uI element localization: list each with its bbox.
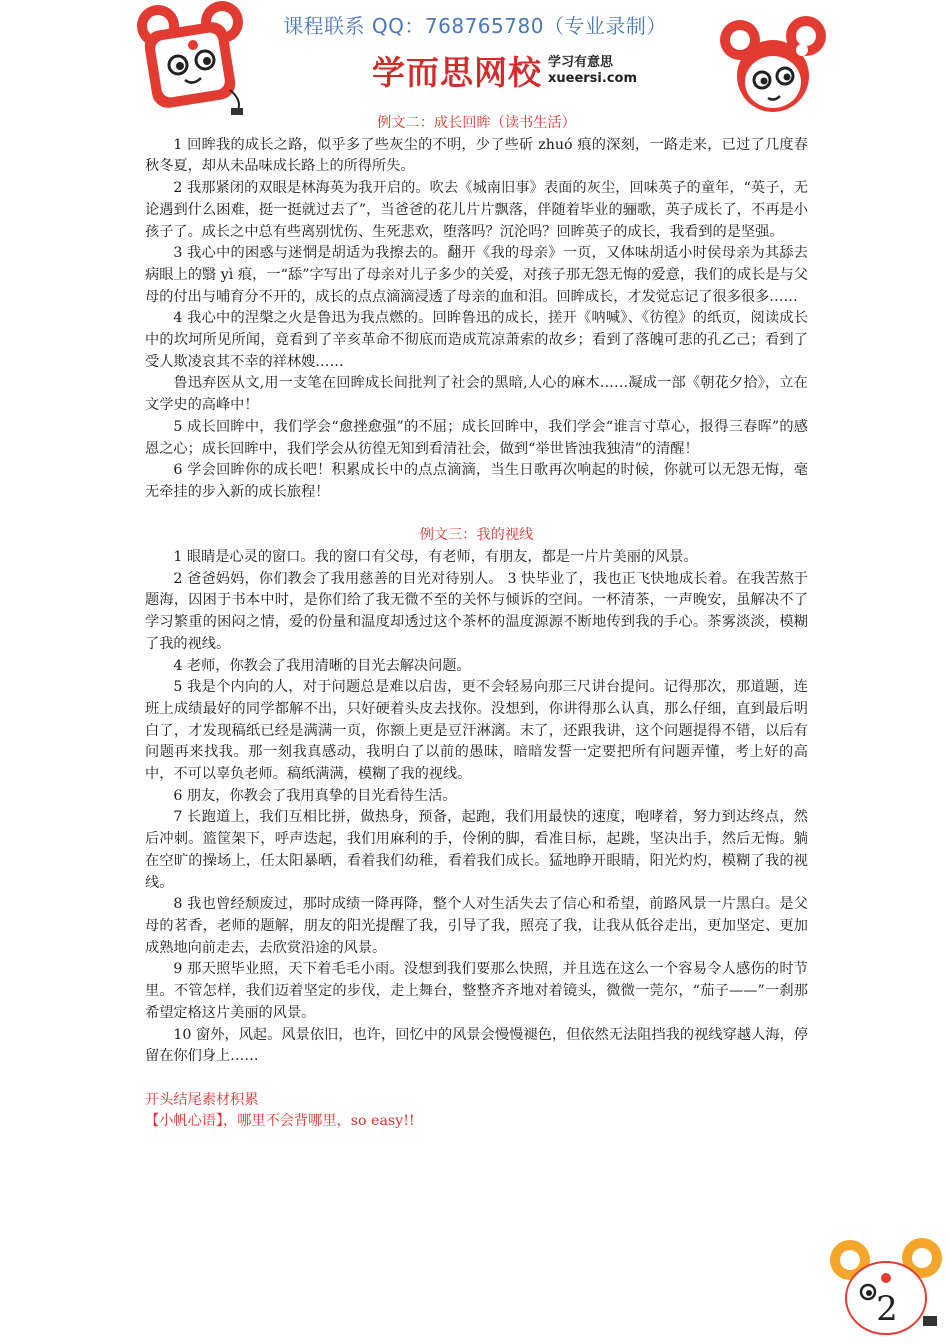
page-number: 2 [876,1289,898,1329]
paragraph: 2 爸爸妈妈，你们教会了我用慈善的目光对待别人。 3 快毕业了，我也正飞快地成长着。在我苦熬于题海，囚困于书本中时，是你们给了我无微不至的关怀与倾诉的空间。一杯清茶，一声晚安，虽解决不了学习繁重的困闷之情，爱的份量和温度却透过这个茶杯的温度源源不断地传到我的手心。茶雾淡淡，模糊了我的视线。 [145,570,808,652]
paragraph: 4 我心中的涅槃之火是鲁迅为我点燃的。回眸鲁迅的成长，搓开《呐喊》、《彷徨》的纸页，阅读成长中的坎坷所见所闻，竟看到了辛亥革命不彻底而造成荒凉萧索的故乡；看到了落魄可悲的孔乙己；看到了受人欺凌哀其不幸的祥林嫂…… [145,310,808,370]
brand-side [548,56,637,85]
paragraph: 6 学会回眸你的成长吧！积累成长中的点点滴滴，当生日歌再次响起的时候，你就可以无怨无悔，毫无牵挂的步入新的成长旅程！ [145,462,808,500]
header-contact: 课程联系 QQ：768765780（专业录制） [283,14,667,38]
paragraph: 1 眼睛是心灵的窗口。我的窗口有父母，有老师，有朋友，都是一片片美丽的风景。 [173,549,698,566]
paragraph: 3 我心中的困惑与迷惘是胡适为我擦去的。翻开《我的母亲》一页，又体味胡适小时侯母亲为其舔去病眼上的翳 yì 痕，一“舔”字写出了母亲对儿子多少的关爱，对孩子那无怨无悔的爱意，我们的成长是与父母的付出与哺育分不开的，成长的点点滴滴浸透了母亲的血和泪。回眸成长，才发觉忘记了很多很多…… [145,245,808,305]
section-example-2 [145,113,808,504]
paragraph: 鲁迅弃医从文,用一支笔在回眸成长间批判了社会的黑暗,人心的麻木……凝成一部《朝花夕拾》，立在文学史的高峰中！ [145,375,808,414]
paragraph: 6 朋友，你教会了我用真挚的目光看待生活。 [173,787,457,804]
section-example-3 [145,525,808,1068]
section-gap [145,1068,808,1090]
section-title: 例文三：我的视线 [419,527,534,544]
paragraph: 10 窗外，风起。风景依旧，也许，回忆中的风景会慢慢褪色，但依然无法阻挡我的视线穿越人海，停留在你们身上…… [145,1026,808,1065]
section-gap [145,504,808,526]
paragraph: 1 回眸我的成长之路，似乎多了些灰尘的不明，少了些斫 zhuó 痕的深刻，一路走来，已过了几度春秋冬夏，却从未品味成长路上的所得所失。 [145,136,808,175]
mascot-left-icon [130,0,255,118]
footer-notes-heading: 开头结尾素材积累 [145,1091,259,1108]
brand-name: 学而思网校 [372,52,542,92]
brand-domain: xueersi.com [548,70,638,86]
section-title: 例文二：成长回眸（读书生活） [377,115,576,131]
paragraph: 9 那天照毕业照，天下着毛毛小雨。没想到我们要那么快照，并且选在这么一个容易令人感伤的时节里。不管怎样，我们迈着坚定的步伐，走上舞台，整整齐齐地对着镜头，微微一莞尔，“茄子——”一刹那希望定格这片美丽的风景。 [145,961,808,1021]
paragraph: 7 长跑道上，我们互相比拼，做热身，预备，起跑，我们用最快的速度，咆哮着，努力到达终点，然后冲刺。篮筐架下，呼声迭起，我们用麻利的手，伶俐的脚，看准目标，起跳，坚决出手，然后无悔。躺在空旷的操场上，任太阳暴晒，看着我们幼稚，看着我们成长。猛地睁开眼睛，阳光灼灼，模糊了我的视线。 [145,809,808,891]
brand-logo [372,48,637,92]
footer-notes-line: 【小帆心语】，哪里不会背哪里，so easy!! [145,1113,415,1130]
brand-slogan: 学习有意思 [548,54,614,70]
paragraph: 8 我也曾经颓废过，那时成绩一降再降，整个人对生活失去了信心和希望，前路风景一片黑白。是父母的茗香，老师的题解，朋友的阳光提醒了我，引导了我，照亮了我，让我从低谷走出，更加坚定、更加成熟地向前走去，去欣赏沿途的风景。 [145,896,808,956]
mascot-right-icon [718,10,828,120]
paragraph: 2 我那紧闭的双眼是林海英为我开启的。吹去《城南旧事》表面的灰尘，回味英子的童年，“英子，无论遇到什么困难，挺一挺就过去了”，当爸爸的花儿片片飘落，伴随着毕业的骊歌，英子成长了，不再是小孩子了。成长之中总有些离别忧伤、生死悲欢，堕落吗？沉沦吗？回眸英子的成长，我看到的是坚强。 [145,180,808,240]
paragraph: 5 成长回眸中，我们学会“愈挫愈强”的不屈；成长回眸中，我们学会“谁言寸草心，报得三春晖”的感恩之心；成长回眸中，我们学会从彷徨无知到看清社会，做到“举世皆浊我独清”的清醒！ [145,418,808,457]
paragraph: 4 老师，你教会了我用清晰的目光去解决问题。 [173,657,471,674]
paragraph: 5 我是个内向的人，对于问题总是难以启齿，更不会轻易向那三尺讲台提问。记得那次，那道题，连班上成绩最好的同学都解不出，只好硬着头皮去找你。没想到，你讲得那么认真，那么仔细，直到最后明白了，才发现稿纸已经是满满一页，你额上更是豆汗淋漓。末了，还跟我讲，这个问题提得不错，以后有问题再来找我。那一刻我真感动，我明白了以前的愚昧，暗暗发誓一定要把所有问题弄懂，考上好的高中，不可以辜负老师。稿纸满满，模糊了我的视线。 [145,679,808,783]
document-body [145,113,808,1133]
